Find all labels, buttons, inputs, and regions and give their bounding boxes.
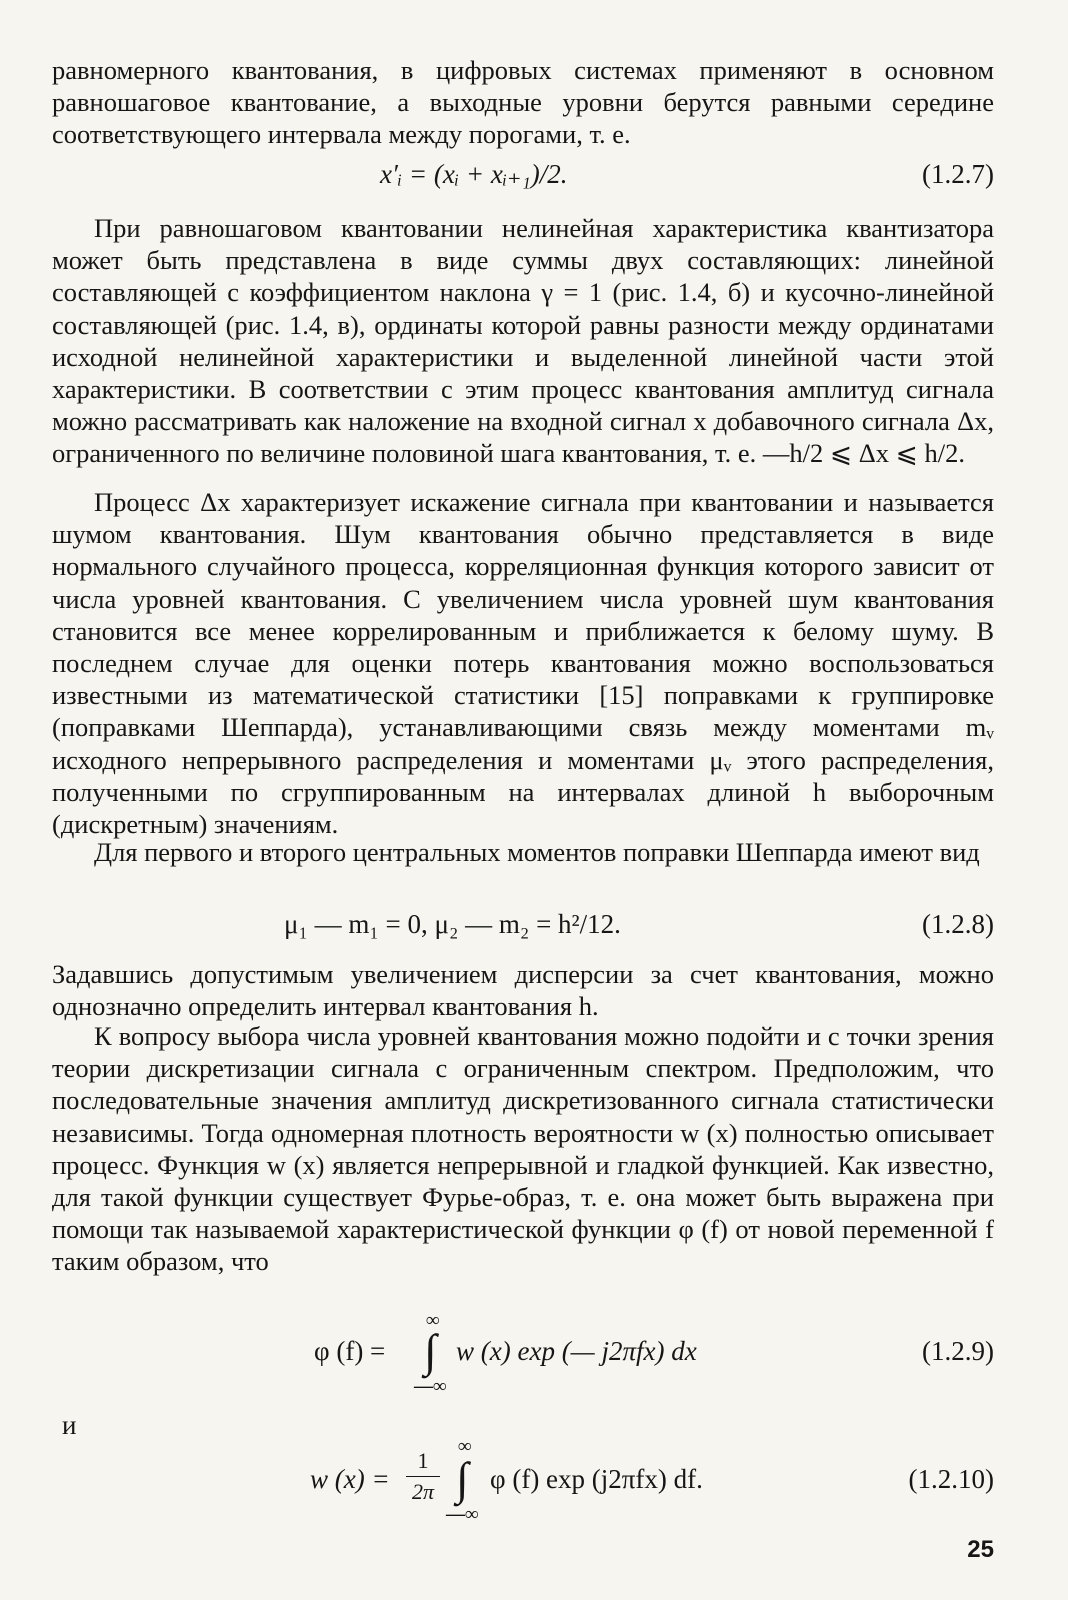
paragraph-quantizer-characteristic: При равношаговом квантовании нелинейная характеристика квантизатора может быть представлена в виде суммы двух составляющих: линейной составляющей с коэффициентом наклона γ = 1 (рис. 1.4, б) и кусочно-линейной составляющей (рис. 1.4, в), ординаты которой равны разности между ординатами исходной нелинейной характеристики и выделенной линейной части этой характеристики. В соответствии с этим процесс квантования амплитуд сигнала можно рассматривать как наложение на входной сигнал x добавочного сигнала Δx, ограниченного по величине половиной шага квантования, т. е. —h/2 ⩽ Δx ⩽ h/2. — [52, 213, 994, 469]
conjunction-text: и — [62, 1410, 77, 1440]
paragraph-continuation: равномерного квантования, в цифровых системах применяют в основном равношаговое квантование, а выходные уровни берутся равными середине соответствующего интервала между порогами, т. е. — [52, 55, 994, 150]
fraction-numerator: 1 — [417, 1448, 429, 1473]
equation-body: μ₁ — m₁ = 0, μ₂ — m₂ = h²/12. — [284, 909, 621, 939]
equation-1-2-10 — [52, 1436, 994, 1528]
paragraph-dispersion: Задавшись допустимым увеличением дисперсии за счет квантования, можно однозначно определить интервал квантования h. — [52, 959, 994, 1022]
equation-number: (1.2.10) — [908, 1464, 994, 1494]
equation-integrand: w (x) exp (— j2πfx) dx — [456, 1336, 697, 1366]
integral-lower-limit: —∞ — [446, 1504, 479, 1525]
equation-1-2-7 — [52, 156, 994, 192]
equation-integrand: φ (f) exp (j2πfx) df. — [490, 1464, 703, 1494]
fraction-denominator: 2π — [411, 1479, 435, 1504]
fraction-bar — [406, 1476, 440, 1477]
equation-body: x′ᵢ = (xᵢ + xᵢ₊₁)/2. — [380, 159, 568, 189]
paragraph-discretization: К вопросу выбора числа уровней квантования можно подойти и с точки зрения теории дискретизации сигнала с ограниченным спектром. Предположим, что последовательные значения амплитуд дискретизованного сигнала статистически независимы. Тогда одномерная плотность вероятности w (x) полностью описывает процесс. Функция w (x) является непрерывной и гладкой функцией. Как известно, для такой функции существует Фурье-образ, т. е. она может быть выражена при помощи так называемой характеристической функции φ (f) от новой переменной f таким образом, что — [52, 1021, 994, 1277]
equation-number: (1.2.8) — [922, 909, 994, 939]
equation-lhs: w (x) = — [310, 1464, 390, 1494]
integral-lower-limit: —∞ — [414, 1376, 447, 1397]
integral-upper-limit: ∞ — [458, 1436, 472, 1457]
equation-1-2-8 — [52, 906, 994, 942]
equation-lhs: φ (f) = — [314, 1336, 386, 1366]
integral-sign-icon: ∫ — [456, 1453, 469, 1504]
integral-sign-icon: ∫ — [424, 1325, 437, 1376]
equation-number: (1.2.7) — [922, 159, 994, 189]
paragraph-sheppard-intro: Для первого и второго центральных моментов поправки Шеппарда имеют вид — [94, 837, 980, 867]
page-number: 25 — [967, 1536, 994, 1563]
paragraph-quantization-noise: Процесс Δx характеризует искажение сигнала при квантовании и называется шумом квантования. Шум квантования обычно представляется в виде нормального случайного процесса, корреляционная функция которого зависит от числа уровней квантования. С увеличением числа уровней шум квантования становится все менее коррелированным и приближается к белому шуму. В последнем случае для оценки потерь квантования можно воспользоваться известными из математической статистики [15] поправками к группировке (поправками Шеппарда), устанавливающими связь между моментами mᵥ исходного непрерывного распределения и моментами μᵥ этого распределения, полученными по сгруппированным на интервалах длиной h выборочным (дискретным) значениям. — [52, 487, 994, 840]
equation-1-2-9 — [52, 1310, 994, 1400]
integral-upper-limit: ∞ — [426, 1310, 440, 1331]
fraction — [406, 1448, 440, 1505]
equation-number: (1.2.9) — [922, 1336, 994, 1366]
